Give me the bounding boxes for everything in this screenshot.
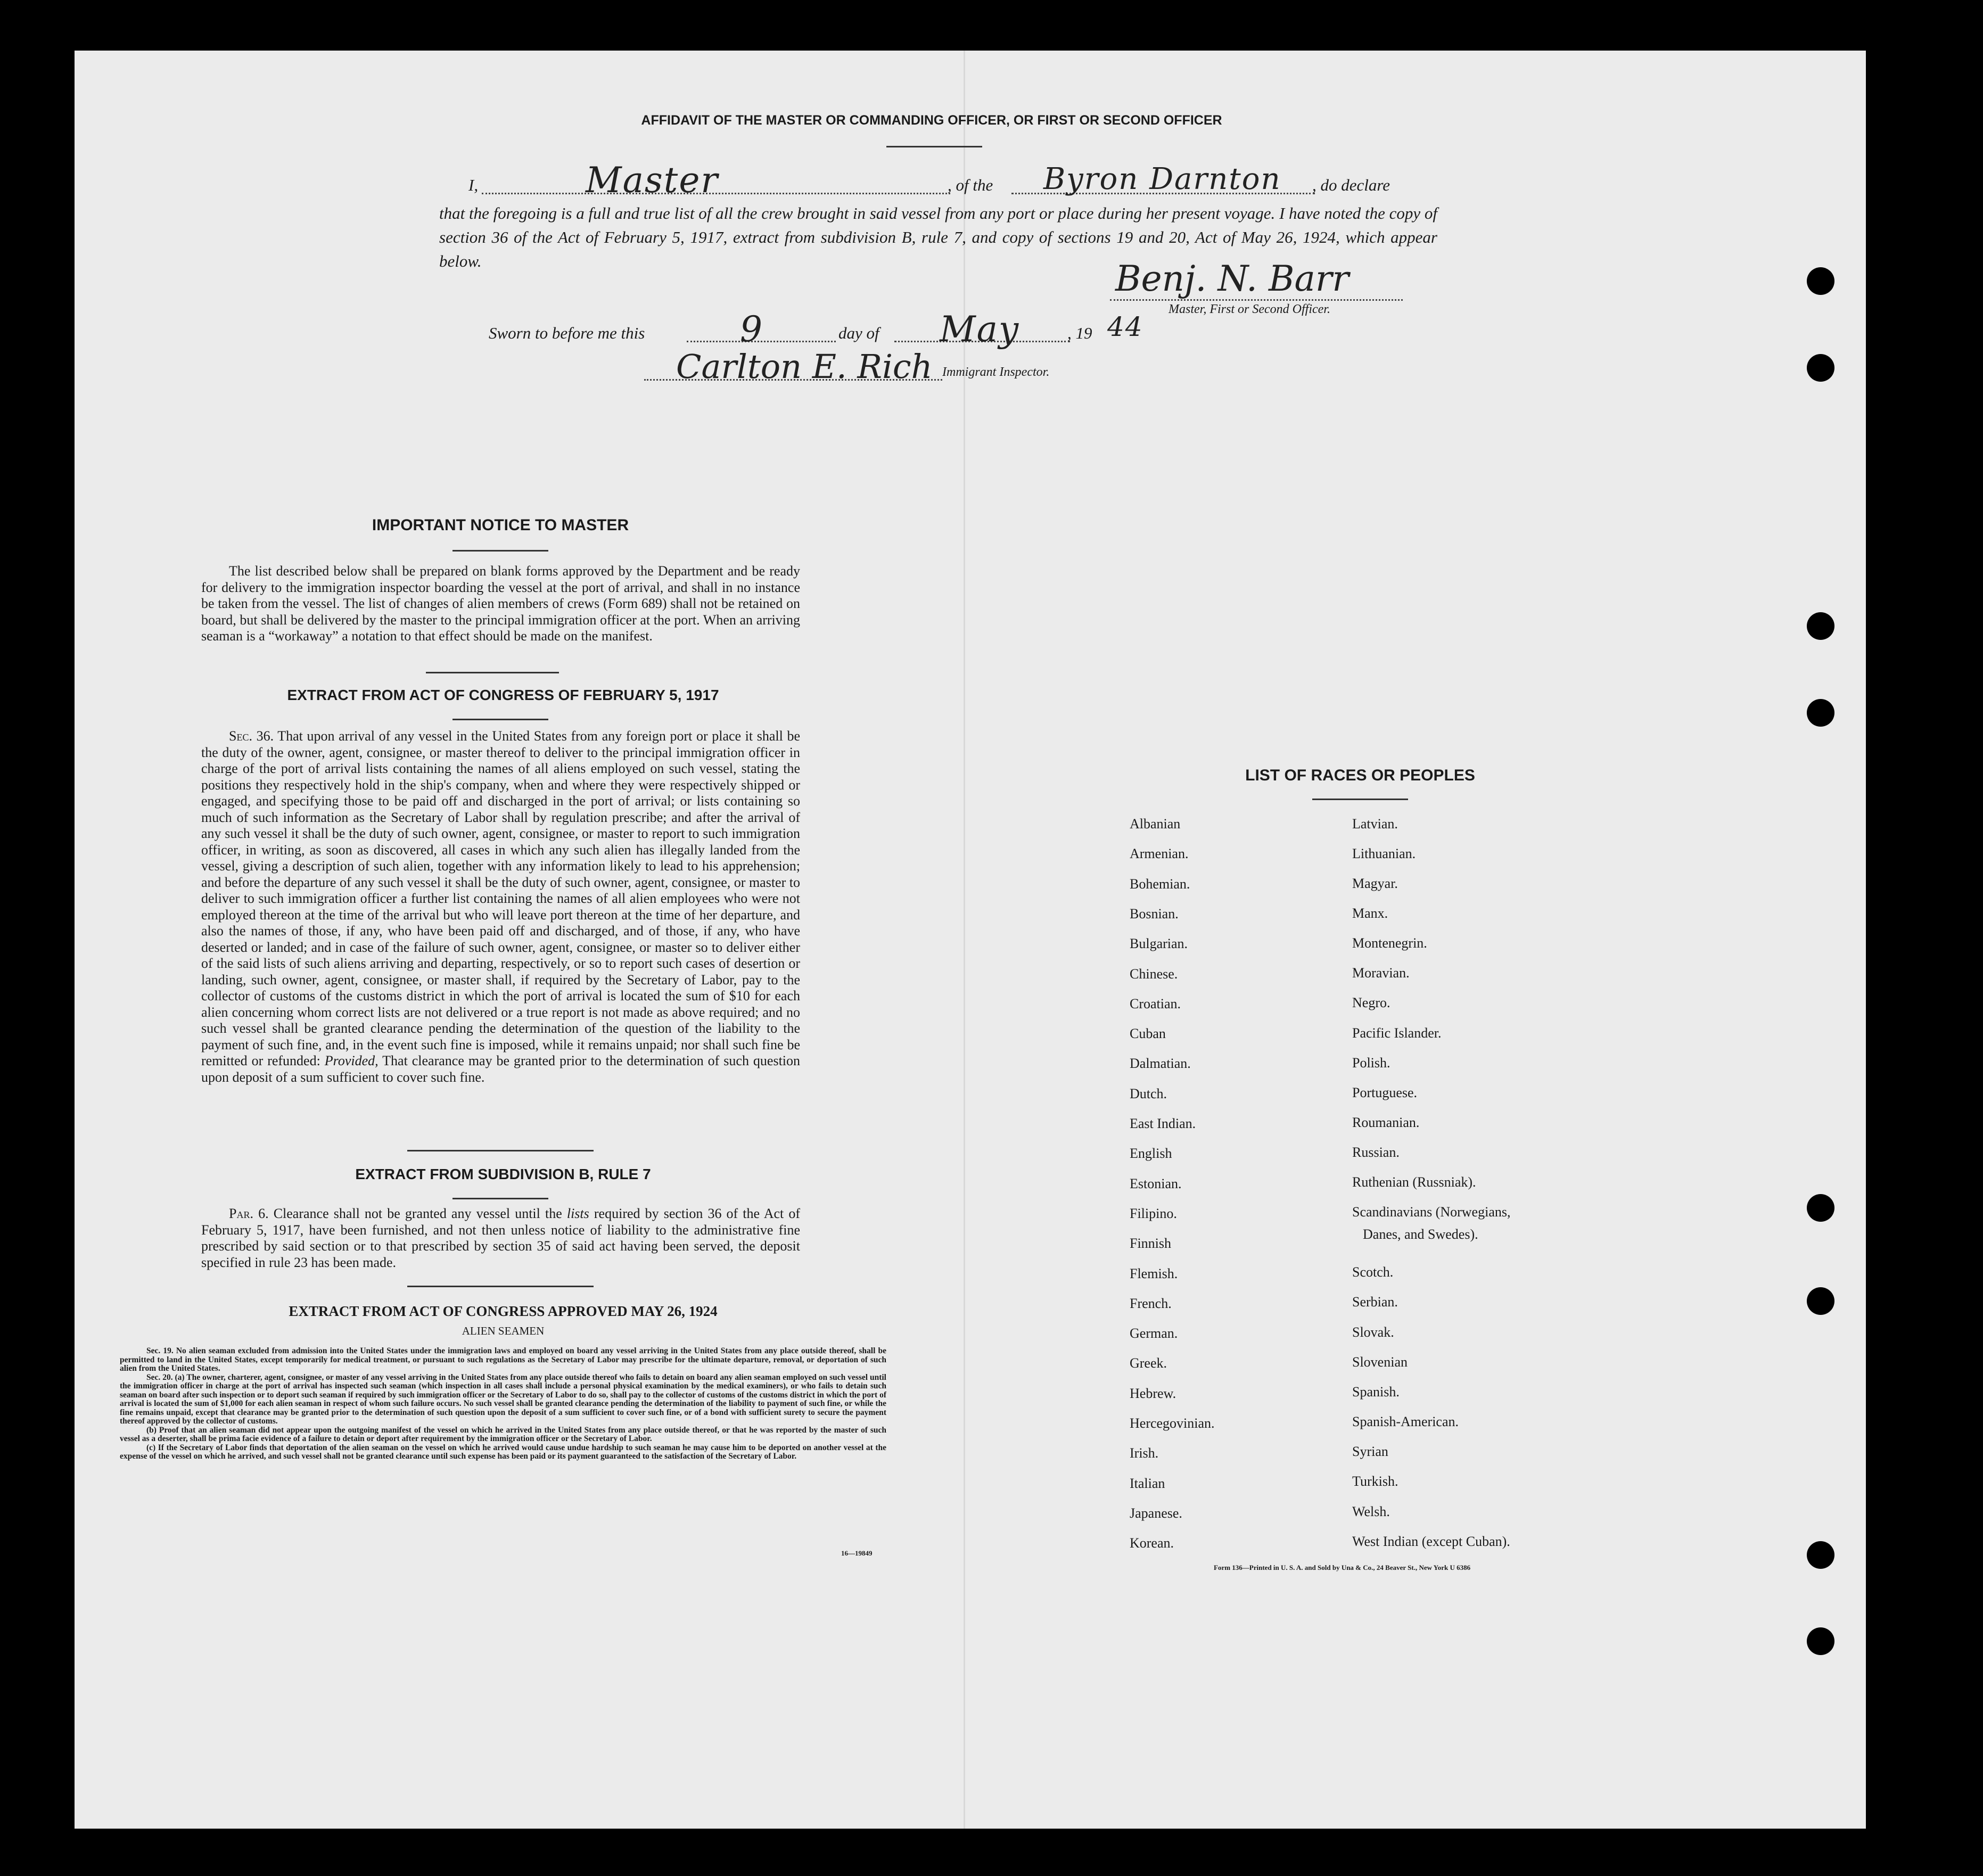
race-item: Hebrew. [1130,1385,1176,1401]
declare-label: , do declare [1312,176,1390,194]
race-item: East Indian. [1130,1116,1196,1131]
title-rule [886,146,982,147]
extract-rule7-body [201,1206,800,1271]
section-20c: (c) If the Secretary of Labor finds that deportation of the alien seaman on the vessel on which he arrived would cause undue hardship to such seaman he may cause him to be deported on another vessel at the expense of the vessel on which he arrived, and such vessel shall not be granted clearance until such expense has been paid or its payment guaranteed to the satisfaction of the Secretary of Labor. [120,1443,886,1461]
races-title: LIST OF RACES OR PEOPLES [1245,767,1475,784]
form-footer: Form 136—Printed in U. S. A. and Sold by Una & Co., 24 Beaver St., New York U 6386 [1214,1564,1471,1571]
race-item: French. [1130,1295,1172,1311]
race-item: West Indian (except Cuban). [1352,1534,1510,1549]
race-item: Spanish. [1352,1384,1400,1400]
punch-hole [1807,1287,1834,1315]
race-item: Turkish. [1352,1474,1398,1489]
day-of-label: day of [838,324,879,342]
race-item: Moravian. [1352,965,1410,981]
punch-hole [1807,1627,1834,1655]
race-item: Slovak. [1352,1324,1394,1340]
extract-rule7-rule [452,1198,548,1199]
form-code: 16—19849 [841,1549,873,1557]
extract-1917-body [201,728,800,1085]
section-20a: Sec. 20. (a) The owner, charterer, agent, consignee, or master of any vessel arriving in the United States from any place outside thereof who fails to detain on board any alien seaman employed on such vessel until the immigration officer in charge at the port of arrival has inspected such seaman (which inspection in all cases shall include a personal physical examination by the medical examiners), or who fails to detain such seaman on board after such inspection or to deport such seaman if required by such immigration officer or the Secretary of Labor to do so, shall pay to the collector of customs of the customs district in which the port of arrival is located the sum of $1,000 for each alien seaman in respect of whom such failure occurs. No such vessel shall be granted clearance pending the determination of the liability to payment of such fine, or while the fine remains unpaid, except that clearance may be granted prior to the determination of such question upon the deposit of a sum sufficient to cover such fine, or of a bond with sufficient surety to secure the payment thereof approved by the collector of customs. [120,1372,886,1426]
race-item: Pacific Islander. [1352,1025,1442,1041]
punch-hole [1807,354,1834,382]
month-handwritten: May [940,309,1020,350]
race-item: Croatian. [1130,995,1181,1011]
of-the-label: , of the [948,176,993,194]
section-rule [407,1286,594,1287]
extract-1917-title: EXTRACT FROM ACT OF CONGRESS OF FEBRUARY 5, 1917 [287,687,719,703]
race-item: Latvian. [1352,816,1398,832]
race-item: Serbian. [1352,1294,1398,1310]
race-item: Bulgarian. [1130,936,1188,952]
section-19: Sec. 19. No alien seaman excluded from admission into the United States under the immigration laws and employed on board any vessel arriving in the United States from any place outside thereof, shall be permitted to land in the United States, except temporarily for medical treatment, or pursuant to such regulations as the Secretary of Labor may prescribe for the ultimate departure, removal, or deportation of such alien from the United States. [120,1346,886,1373]
race-item: Portuguese. [1352,1085,1418,1100]
lists-word: lists [566,1206,589,1221]
inspector-signature: Carlton E. Rich [676,347,933,386]
punch-hole [1807,612,1834,640]
extract-1917-rule [452,719,548,720]
year-prefix: , 19 [1067,324,1092,342]
punch-hole [1807,267,1834,295]
race-item: Magyar. [1352,876,1398,891]
race-item: Armenian. [1130,846,1189,862]
section-20b: (b) Proof that an alien seaman did not appear upon the outgoing manifest of the vessel on which he arrived in the United States from any place outside thereof, or that he was reported by the master of such vessel as a deserter, shall be prima facie evidence of a failure to detain or deport after requirement by the immigration officer or the Secretary of Labor. [120,1425,886,1443]
paragraph-6-label: Par. 6. [229,1206,269,1221]
signature-caption: Master, First or Second Officer. [1169,302,1330,316]
race-item: Negro. [1352,995,1390,1010]
sworn-label: Sworn to before me this [489,324,645,342]
race-item: Cuban [1130,1026,1166,1042]
race-item: Ruthenian (Russniak). [1352,1174,1476,1190]
punch-hole [1807,1541,1834,1569]
section-rule [426,672,559,673]
vessel-handwritten: Byron Darnton [1043,162,1281,196]
section-rule [407,1150,594,1151]
races-rule [1312,799,1408,800]
race-item: Irish. [1130,1445,1159,1461]
race-item: Polish. [1352,1055,1390,1071]
race-item: English [1130,1146,1172,1162]
race-item: Manx. [1352,906,1388,921]
race-item: Greek. [1130,1355,1167,1371]
race-item: Dutch. [1130,1085,1167,1101]
race-item: Welsh. [1352,1504,1390,1519]
race-item: Albanian [1130,816,1181,832]
race-item: Hercegovinian. [1130,1416,1215,1431]
race-item: Syrian [1352,1444,1388,1459]
race-item: Flemish. [1130,1265,1178,1281]
day-handwritten: 9 [740,309,763,350]
race-item: Scandinavians (Norwegians, [1352,1204,1511,1220]
race-item: Bohemian. [1130,876,1190,892]
extract-1924-title: EXTRACT FROM ACT OF CONGRESS APPROVED MAY 26, 1924 [289,1303,718,1319]
race-item: Bosnian. [1130,906,1179,921]
race-item: Roumanian. [1352,1115,1420,1130]
race-item: Lithuanian. [1352,846,1416,861]
notice-body: The list described below shall be prepared on blank forms approved by the Department and be ready for delivery to the immigration inspector boarding the vessel at the port of arrival, and shall in no instance be taken from the vessel. The list of changes of alien members of crews (Form 689) shall not be retained on board, but shall be delivered by the master to the principal immigration officer at the port. When an arriving seaman is a “workaway” a notation to that effect should be made on the manifest. [201,563,800,644]
notice-title: IMPORTANT NOTICE TO MASTER [372,516,629,534]
proviso-label: Provided, [324,1053,379,1068]
rule7-text-b: required by section 36 of the Act of February 5, 1917, have been furnished, and not then unless notice of liability to the administrative fine prescribed by said section or to that prescribed by section 35 of said act having been served, the deposit specified in rule 23 has been made. [201,1206,801,1270]
affidavit-body: that the foregoing is a full and true list of all the crew brought in said vessel from any port or place during her present voyage. I have noted the copy of section 36 of the Act of February 5, 1917, extract from subdivision B, rule 7, and copy of sections 19 and 20, Act of May 26, 1924, which appear below. [439,204,1437,270]
race-item: Finnish [1130,1236,1172,1252]
notice-rule [452,550,548,552]
race-item: Estonian. [1130,1175,1182,1191]
inspector-caption: Immigrant Inspector. [942,365,1050,379]
race-item: Danes, and Swedes). [1363,1227,1478,1242]
year-handwritten: 44 [1107,311,1143,342]
race-item: Italian [1130,1475,1165,1491]
race-item: Scotch. [1352,1264,1394,1280]
extract-rule7-title: EXTRACT FROM SUBDIVISION B, RULE 7 [355,1166,651,1182]
punch-hole [1807,1194,1834,1222]
master-signature: Benj. N. Barr [1115,258,1349,299]
race-item: Japanese. [1130,1505,1182,1521]
section-36-label: Sec. 36. [229,728,274,744]
race-item: Spanish-American. [1352,1414,1459,1429]
race-item: Filipino. [1130,1205,1177,1221]
race-item: Russian. [1352,1145,1400,1160]
rule7-text-a: Clearance shall not be granted any vessel until the [273,1206,562,1221]
race-item: Dalmatian. [1130,1056,1191,1072]
race-item: Slovenian [1352,1354,1408,1370]
section-36-text: That upon arrival of any vessel in the United States from any foreign port or place it shall be the duty of the owner, agent, consignee, or master thereof to deliver to the principal immigration officer in charge of the port of arrival lists containing the names of all aliens employed on such vessel, stating the positions they respectively hold in the ship's company, when and where they were respectively shipped or engaged, and specifying those to be paid off and discharged in the port of arrival; or lists containing so much of such information as the Secretary of Labor shall by regulation prescribe; and after the arrival of any such vessel it shall be the duty of such owner, agent, consignee, or master to report to such immigration officer, in writing, as soon as discovered, all cases in which any such alien has illegally landed from the vessel, giving a description of such alien, together with any information likely to lead to his apprehension; and before the departure of any such vessel it shall be the duty of such owner, agent, consignee, or master to deliver to such immigration officer a further list containing the names of all alien employees who were not employed thereon at the time of the arrival but who will leave port thereon at the time of her departure, and also the names of those, if any, who have been paid off and discharged, and of those, if any, who have deserted or landed; and in case of the failure of such owner, agent, consignee, or master so to deliver either of the said lists of such aliens arriving and departing, respectively, or so to report such cases of desertion or landing, such owner, agent, consignee, or master shall, if required by the Secretary of Labor, pay to the collector of customs of the customs district in which the port of arrival is located the sum of $10 for each alien concerning whom correct lists are not delivered or a true report is not made as above required; and no such vessel shall be granted clearance pending the determination of the question of the liability to the payment of such fine, and, in the event such fine is imposed, while it remains unpaid; nor shall such fine be remitted or refunded: [201,728,800,1068]
race-item: Chinese. [1130,966,1178,982]
extract-1924-subtitle: ALIEN SEAMEN [462,1324,545,1337]
race-item: Korean. [1130,1535,1174,1551]
proviso-text: That clearance may be granted prior to the determination of such question upon deposit of a sum sufficient to cover such fine. [201,1053,801,1085]
master-handwritten: Master [586,160,719,201]
race-item: Montenegrin. [1352,935,1427,951]
signature-line [1110,299,1403,301]
extract-1924-body [120,1347,886,1461]
punch-hole [1807,699,1834,727]
affidavit-title: AFFIDAVIT OF THE MASTER OR COMMANDING OFFICER, OR FIRST OR SECOND OFFICER [641,113,1222,128]
race-item: German. [1130,1326,1178,1342]
i-label: I, [468,176,479,194]
